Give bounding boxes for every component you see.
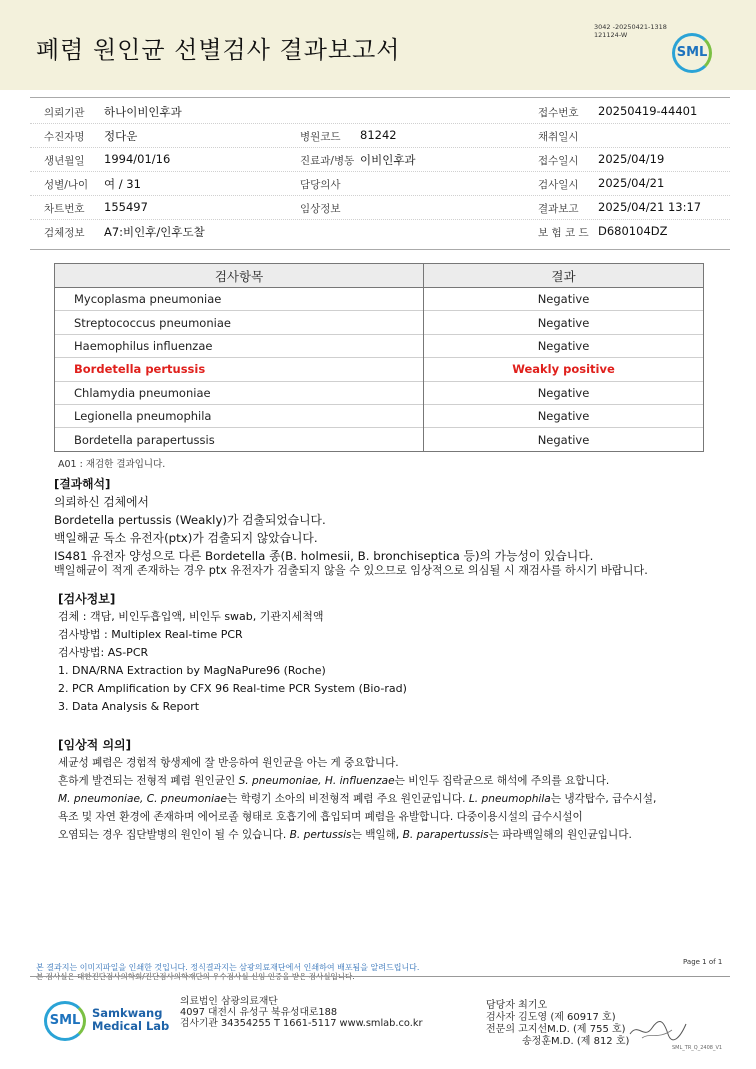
table-row (55, 288, 704, 311)
organism-name: L. pneumophila (468, 793, 551, 805)
dob-value: 1994/01/16 (104, 152, 171, 166)
clinical-text: 는 파라백일해의 원인균입니다. (488, 829, 632, 841)
chart-no-label: 차트번호 (44, 203, 85, 215)
hospital-code-value: 81242 (360, 128, 397, 142)
insurance-code-value: D680104DZ (598, 224, 668, 238)
receipt-no-label: 접수번호 (538, 107, 579, 119)
report-title: 폐렴 원인균 선별검사 결과보고서 (36, 36, 401, 64)
test-date-value: 2025/04/21 (598, 176, 665, 190)
doc-code-line-2: 121124-W (594, 31, 628, 39)
clinical-text: 는 학령기 소아의 비전형적 폐렴 주요 원인균입니다. (227, 793, 469, 805)
clinical-line (58, 826, 723, 844)
column-header-result: 결과 (424, 264, 704, 288)
retest-footnote: A01 : 재검한 결과입니다. (58, 459, 166, 470)
info-row (30, 100, 730, 124)
interpretation-section (54, 475, 714, 577)
info-row (30, 124, 730, 148)
lab-name (92, 1007, 169, 1033)
specimen-label: 검체정보 (44, 227, 85, 239)
receipt-date-value: 2025/04/19 (598, 152, 665, 166)
test-item: Bordetella parapertussis (55, 428, 424, 451)
staff-line: 송정훈M.D. (제 812 호) (522, 1036, 630, 1047)
address-line: 4097 대전시 유성구 북유성대로188 (180, 1007, 338, 1018)
test-result: Negative (424, 428, 704, 451)
test-item: Streptococcus pneumoniae (55, 311, 424, 334)
test-result: Negative (424, 311, 704, 334)
info-row (30, 172, 730, 196)
sml-logo: SML (672, 33, 712, 73)
table-row (55, 404, 704, 427)
staff-line: 검사자 김도영 (제 60917 호) (486, 1012, 616, 1023)
test-info-line: 검사방법: AS-PCR (58, 646, 149, 659)
staff-line: 전문의 고지선M.D. (제 755 호) (486, 1024, 626, 1035)
dept-label: 진료과/병동 (300, 155, 355, 167)
form-version: SML_TR_Q_2408_V1 (672, 1045, 723, 1051)
organism-name: S. pneumoniae, H. influenzae (238, 775, 395, 787)
doctor-label: 담당의사 (300, 179, 341, 191)
test-info-heading: [검사정보] (58, 592, 116, 606)
dept-value: 이비인후과 (360, 153, 416, 167)
hospital-code-label: 병원코드 (300, 131, 341, 143)
clinical-line: 세균성 폐렴은 경험적 항생제에 잘 반응하여 원인균을 아는 게 중요합니다. (58, 757, 399, 769)
organism-name: B. pertussis (289, 829, 352, 841)
test-info-line: 검체 : 객담, 비인두흡입액, 비인두 swab, 기관지세척액 (58, 610, 324, 623)
clinical-text: 는 냉각탑수, 급수시설, (550, 793, 657, 805)
organism-name: B. parapertussis (402, 829, 489, 841)
print-notice: 본 결과지는 이미지파일을 인쇄한 것입니다. 정식결과지는 삼광의료재단에서 인쇄하여 배포됨을 알려드립니다. (36, 963, 420, 972)
dob-label: 생년월일 (44, 155, 85, 167)
clinical-text: 는 비인두 집락균으로 해석에 주의를 요합니다. (394, 775, 610, 787)
clinical-text: 흔하게 발견되는 전형적 폐렴 원인균인 (58, 775, 239, 787)
chart-no-value: 155497 (104, 200, 148, 214)
requester-value: 하나이비인후과 (104, 105, 182, 119)
address-line: 검사기관 34354255 T 1661-5117 www.smlab.co.kr (180, 1018, 423, 1029)
lab-name-line-2: Medical Lab (92, 1019, 170, 1033)
test-result: Negative (424, 381, 704, 404)
clinical-text: 는 백일해, (351, 829, 403, 841)
name-label: 수진자명 (44, 131, 85, 143)
receipt-no-value: 20250419-44401 (598, 104, 698, 118)
table-header-row (55, 264, 704, 288)
organism-name: M. pneumoniae, C. pneumoniae (58, 793, 228, 805)
test-info-line: 1. DNA/RNA Extraction by MagNaPure96 (Roche) (58, 664, 326, 677)
insurance-code-label: 보 험 코 드 (538, 227, 589, 239)
lab-address (180, 996, 423, 1029)
interpretation-line: IS481 유전자 양성으로 다른 Bordetella 종(B. holmesii, B. bronchiseptica 등)의 가능성이 있습니다. (54, 549, 594, 563)
doc-code-line-1: 3042 -20250421-1318 (594, 23, 667, 31)
specimen-value: A7:비인후/인후도찰 (104, 225, 205, 239)
sex-age-value: 여 / 31 (104, 177, 141, 191)
receipt-date-label: 접수일시 (538, 155, 579, 167)
report-date-label: 결과보고 (538, 203, 579, 215)
address-line: 의료법인 삼광의료재단 (180, 996, 278, 1007)
clinical-text: 오염되는 경우 집단발병의 원인이 될 수 있습니다. (58, 829, 290, 841)
name-value: 정다운 (104, 129, 138, 143)
table-row-positive (55, 358, 704, 381)
clinical-line: 욕조 및 자연 환경에 존재하며 에어로졸 형태로 호흡기에 흡입되며 폐렴을 유발합니다. 다중이용시설의 급수시설이 (58, 811, 583, 823)
table-row (55, 311, 704, 334)
interpretation-line: Bordetella pertussis (Weakly)가 검출되었습니다. (54, 513, 326, 527)
test-item: Haemophilus influenzae (55, 334, 424, 357)
requester-label: 의뢰기관 (44, 107, 85, 119)
info-row (30, 220, 730, 244)
column-header-item: 검사항목 (55, 264, 424, 288)
interpretation-line: 의뢰하신 검체에서 (54, 495, 149, 509)
test-item: Legionella pneumophila (55, 404, 424, 427)
test-item: Chlamydia pneumoniae (55, 381, 424, 404)
test-info-line: 검사방법 : Multiplex Real-time PCR (58, 628, 243, 641)
test-result: Negative (424, 288, 704, 311)
divider (30, 97, 730, 98)
divider (30, 976, 730, 977)
sml-footer-logo: SML (44, 1001, 86, 1041)
results-table (54, 263, 704, 452)
clinical-significance-section (58, 736, 723, 844)
signature-icon (628, 1018, 688, 1042)
table-row (55, 428, 704, 451)
table-row (55, 381, 704, 404)
test-item: Bordetella pertussis (55, 358, 424, 381)
staff-list (486, 1000, 629, 1048)
test-result: Negative (424, 334, 704, 357)
interpretation-line: 백일해균 독소 유전자(ptx)가 검출되지 않았습니다. (54, 531, 318, 545)
clinical-line (58, 790, 723, 808)
test-info-section (58, 590, 718, 716)
staff-line: 담당자 최기오 (486, 1000, 548, 1011)
report-date-value: 2025/04/21 13:17 (598, 200, 702, 214)
page-number: Page 1 of 1 (683, 958, 723, 966)
accreditation-notice: 본 검사실은 대한진단검사의학회/진단검사의학재단의 우수검사실 신임 인증을 받은 검사실입니다. (36, 972, 355, 981)
sex-age-label: 성별/나이 (44, 179, 89, 191)
clinical-heading: [임상적 의의] (58, 738, 132, 752)
test-info-line: 2. PCR Amplification by CFX 96 Real-time PCR System (Bio-rad) (58, 682, 407, 695)
lab-name-line-1: Samkwang (92, 1006, 163, 1020)
document-code (594, 23, 667, 39)
test-info-line: 3. Data Analysis & Report (58, 700, 200, 713)
test-result: Weakly positive (424, 358, 704, 381)
interpretation-heading: [결과해석] (54, 477, 111, 491)
collect-date-label: 채취일시 (538, 131, 579, 143)
test-date-label: 검사일시 (538, 179, 579, 191)
clinical-line (58, 772, 723, 790)
divider (30, 249, 730, 250)
test-item: Mycoplasma pneumoniae (55, 288, 424, 311)
info-row (30, 196, 730, 220)
interpretation-line: 백일해균이 적게 존재하는 경우 ptx 유전자가 검출되지 않을 수 있으므로 임상적으로 의심될 시 재검사를 하시기 바랍니다. (54, 564, 648, 577)
info-row (30, 148, 730, 172)
clinical-info-label: 임상정보 (300, 203, 341, 215)
test-result: Negative (424, 404, 704, 427)
table-row (55, 334, 704, 357)
